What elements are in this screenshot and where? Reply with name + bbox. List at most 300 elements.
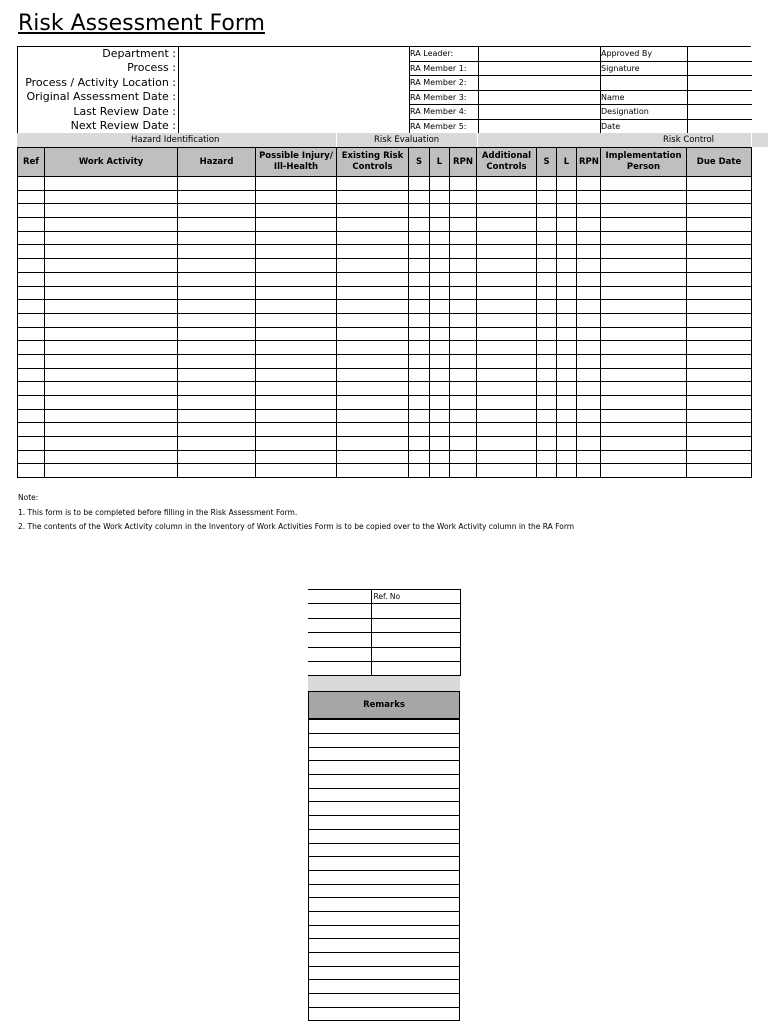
table-cell[interactable] (18, 327, 45, 341)
table-cell[interactable] (687, 286, 752, 300)
table-cell[interactable] (178, 204, 256, 218)
table-cell[interactable] (45, 218, 178, 232)
table-cell[interactable] (45, 396, 178, 410)
table-cell[interactable] (687, 382, 752, 396)
table-cell[interactable] (45, 204, 178, 218)
table-cell[interactable] (450, 300, 477, 314)
table-cell[interactable] (18, 300, 45, 314)
table-cell[interactable] (409, 382, 430, 396)
table-cell[interactable] (557, 327, 577, 341)
table-cell[interactable] (477, 354, 537, 368)
table-cell[interactable] (450, 204, 477, 218)
table-cell[interactable] (450, 423, 477, 437)
table-cell[interactable] (601, 341, 687, 355)
table-cell[interactable] (18, 177, 45, 191)
table-cell[interactable] (18, 313, 45, 327)
table-cell[interactable] (601, 382, 687, 396)
table-cell[interactable] (601, 190, 687, 204)
table-cell[interactable] (178, 190, 256, 204)
remarks-cell[interactable] (309, 939, 460, 953)
table-cell[interactable] (601, 437, 687, 451)
table-cell[interactable] (557, 286, 577, 300)
table-cell[interactable] (537, 313, 557, 327)
table-cell[interactable] (537, 177, 557, 191)
table-cell[interactable] (537, 272, 557, 286)
table-cell[interactable] (601, 450, 687, 464)
table-cell[interactable] (18, 245, 45, 259)
table-cell[interactable] (337, 313, 409, 327)
table-cell[interactable] (687, 190, 752, 204)
table-cell[interactable] (557, 218, 577, 232)
table-cell[interactable] (409, 300, 430, 314)
table-cell[interactable] (18, 259, 45, 273)
table-cell[interactable] (450, 409, 477, 423)
table-cell[interactable] (18, 450, 45, 464)
table-cell[interactable] (477, 190, 537, 204)
table-cell[interactable] (430, 313, 450, 327)
table-cell[interactable] (477, 245, 537, 259)
table-cell[interactable] (601, 354, 687, 368)
table-cell[interactable] (537, 327, 557, 341)
table-cell[interactable] (256, 218, 337, 232)
table-cell[interactable] (477, 437, 537, 451)
table-cell[interactable] (450, 396, 477, 410)
table-cell[interactable] (687, 272, 752, 286)
table-cell[interactable] (409, 286, 430, 300)
table-cell[interactable] (601, 464, 687, 478)
remarks-cell[interactable] (309, 761, 460, 775)
table-cell[interactable] (178, 423, 256, 437)
table-cell[interactable] (18, 368, 45, 382)
table-cell[interactable] (477, 272, 537, 286)
table-cell[interactable] (337, 245, 409, 259)
table-cell[interactable] (687, 245, 752, 259)
table-cell[interactable] (18, 423, 45, 437)
table-cell[interactable] (409, 437, 430, 451)
table-cell[interactable] (18, 437, 45, 451)
table-cell[interactable] (178, 437, 256, 451)
table-cell[interactable] (178, 382, 256, 396)
table-cell[interactable] (256, 423, 337, 437)
table-cell[interactable] (337, 341, 409, 355)
table-cell[interactable] (687, 259, 752, 273)
table-cell[interactable] (577, 245, 601, 259)
table-cell[interactable] (430, 341, 450, 355)
table-cell[interactable] (178, 218, 256, 232)
table-cell[interactable] (256, 177, 337, 191)
table-cell[interactable] (256, 341, 337, 355)
table-cell[interactable] (430, 354, 450, 368)
remarks-cell[interactable] (309, 802, 460, 816)
table-cell[interactable] (45, 177, 178, 191)
table-cell[interactable] (256, 313, 337, 327)
table-cell[interactable] (45, 286, 178, 300)
table-cell[interactable] (45, 368, 178, 382)
table-cell[interactable] (450, 464, 477, 478)
table-cell[interactable] (557, 450, 577, 464)
table-cell[interactable] (687, 437, 752, 451)
table-cell[interactable] (337, 368, 409, 382)
table-cell[interactable] (477, 286, 537, 300)
table-cell[interactable] (256, 204, 337, 218)
table-cell[interactable] (256, 464, 337, 478)
table-cell[interactable] (178, 245, 256, 259)
table-cell[interactable] (450, 218, 477, 232)
table-cell[interactable] (557, 272, 577, 286)
table-cell[interactable] (450, 177, 477, 191)
table-cell[interactable] (337, 327, 409, 341)
table-cell[interactable] (430, 423, 450, 437)
table-cell[interactable] (337, 204, 409, 218)
table-cell[interactable] (430, 450, 450, 464)
table-cell[interactable] (409, 231, 430, 245)
table-cell[interactable] (687, 354, 752, 368)
table-cell[interactable] (450, 341, 477, 355)
table-cell[interactable] (337, 231, 409, 245)
table-cell[interactable] (337, 423, 409, 437)
table-cell[interactable] (477, 368, 537, 382)
table-cell[interactable] (256, 272, 337, 286)
remarks-cell[interactable] (309, 843, 460, 857)
table-cell[interactable] (430, 177, 450, 191)
table-cell[interactable] (577, 327, 601, 341)
table-cell[interactable] (256, 382, 337, 396)
table-cell[interactable] (256, 396, 337, 410)
remarks-cell[interactable] (309, 816, 460, 830)
table-cell[interactable] (577, 204, 601, 218)
table-cell[interactable] (557, 313, 577, 327)
table-cell[interactable] (178, 177, 256, 191)
table-cell[interactable] (256, 245, 337, 259)
table-cell[interactable] (337, 450, 409, 464)
table-cell[interactable] (477, 300, 537, 314)
table-cell[interactable] (577, 177, 601, 191)
remarks-cell[interactable] (309, 953, 460, 967)
table-cell[interactable] (687, 177, 752, 191)
table-cell[interactable] (178, 354, 256, 368)
table-cell[interactable] (577, 190, 601, 204)
table-cell[interactable] (687, 396, 752, 410)
table-cell[interactable] (577, 218, 601, 232)
table-cell[interactable] (45, 382, 178, 396)
remarks-cell[interactable] (309, 898, 460, 912)
table-cell[interactable] (477, 177, 537, 191)
table-cell[interactable] (537, 396, 557, 410)
table-cell[interactable] (337, 396, 409, 410)
table-cell[interactable] (409, 245, 430, 259)
table-cell[interactable] (178, 450, 256, 464)
table-cell[interactable] (577, 286, 601, 300)
table-cell[interactable] (537, 368, 557, 382)
table-cell[interactable] (409, 341, 430, 355)
table-cell[interactable] (409, 450, 430, 464)
table-cell[interactable] (256, 368, 337, 382)
table-cell[interactable] (18, 409, 45, 423)
table-cell[interactable] (577, 231, 601, 245)
table-cell[interactable] (45, 409, 178, 423)
table-cell[interactable] (450, 327, 477, 341)
remarks-cell[interactable] (309, 720, 460, 734)
table-cell[interactable] (430, 368, 450, 382)
table-cell[interactable] (430, 259, 450, 273)
table-cell[interactable] (477, 313, 537, 327)
table-cell[interactable] (18, 354, 45, 368)
table-cell[interactable] (601, 259, 687, 273)
table-cell[interactable] (601, 245, 687, 259)
table-cell[interactable] (557, 204, 577, 218)
table-cell[interactable] (430, 300, 450, 314)
table-cell[interactable] (256, 259, 337, 273)
table-cell[interactable] (256, 300, 337, 314)
table-cell[interactable] (450, 259, 477, 273)
table-cell[interactable] (409, 464, 430, 478)
table-cell[interactable] (687, 450, 752, 464)
table-cell[interactable] (601, 368, 687, 382)
table-cell[interactable] (450, 450, 477, 464)
table-cell[interactable] (409, 327, 430, 341)
table-cell[interactable] (687, 327, 752, 341)
table-cell[interactable] (409, 423, 430, 437)
table-cell[interactable] (430, 204, 450, 218)
table-cell[interactable] (557, 409, 577, 423)
table-cell[interactable] (337, 300, 409, 314)
table-cell[interactable] (537, 464, 557, 478)
table-cell[interactable] (450, 245, 477, 259)
table-cell[interactable] (18, 204, 45, 218)
table-cell[interactable] (601, 423, 687, 437)
table-cell[interactable] (477, 341, 537, 355)
table-cell[interactable] (45, 259, 178, 273)
table-cell[interactable] (430, 245, 450, 259)
remarks-cell[interactable] (309, 911, 460, 925)
remarks-cell[interactable] (309, 857, 460, 871)
table-cell[interactable] (687, 300, 752, 314)
remarks-cell[interactable] (309, 925, 460, 939)
table-cell[interactable] (409, 177, 430, 191)
table-cell[interactable] (557, 259, 577, 273)
table-cell[interactable] (450, 437, 477, 451)
remarks-cell[interactable] (309, 747, 460, 761)
table-cell[interactable] (577, 341, 601, 355)
table-cell[interactable] (477, 464, 537, 478)
table-cell[interactable] (450, 368, 477, 382)
remarks-cell[interactable] (309, 980, 460, 994)
remarks-cell[interactable] (309, 994, 460, 1008)
table-cell[interactable] (477, 450, 537, 464)
table-cell[interactable] (601, 409, 687, 423)
table-cell[interactable] (601, 286, 687, 300)
table-cell[interactable] (409, 218, 430, 232)
remarks-cell[interactable] (309, 884, 460, 898)
table-cell[interactable] (577, 423, 601, 437)
table-cell[interactable] (687, 218, 752, 232)
table-cell[interactable] (430, 396, 450, 410)
table-cell[interactable] (450, 272, 477, 286)
table-cell[interactable] (577, 272, 601, 286)
table-cell[interactable] (18, 272, 45, 286)
table-cell[interactable] (337, 354, 409, 368)
table-cell[interactable] (557, 177, 577, 191)
table-cell[interactable] (178, 313, 256, 327)
table-cell[interactable] (601, 313, 687, 327)
table-cell[interactable] (337, 437, 409, 451)
table-cell[interactable] (477, 231, 537, 245)
table-cell[interactable] (430, 218, 450, 232)
table-cell[interactable] (337, 218, 409, 232)
table-cell[interactable] (537, 259, 557, 273)
table-cell[interactable] (178, 341, 256, 355)
table-cell[interactable] (577, 396, 601, 410)
table-cell[interactable] (557, 341, 577, 355)
table-cell[interactable] (601, 272, 687, 286)
table-cell[interactable] (337, 190, 409, 204)
remarks-cell[interactable] (309, 966, 460, 980)
table-cell[interactable] (577, 354, 601, 368)
table-cell[interactable] (430, 464, 450, 478)
table-cell[interactable] (256, 190, 337, 204)
table-cell[interactable] (256, 327, 337, 341)
table-cell[interactable] (409, 368, 430, 382)
table-cell[interactable] (537, 231, 557, 245)
table-cell[interactable] (687, 464, 752, 478)
table-cell[interactable] (557, 382, 577, 396)
table-cell[interactable] (337, 286, 409, 300)
table-cell[interactable] (577, 409, 601, 423)
table-cell[interactable] (430, 409, 450, 423)
table-cell[interactable] (18, 341, 45, 355)
table-cell[interactable] (477, 327, 537, 341)
table-cell[interactable] (557, 368, 577, 382)
table-cell[interactable] (256, 286, 337, 300)
table-cell[interactable] (601, 327, 687, 341)
table-cell[interactable] (45, 354, 178, 368)
table-cell[interactable] (430, 327, 450, 341)
table-cell[interactable] (557, 190, 577, 204)
table-cell[interactable] (178, 409, 256, 423)
table-cell[interactable] (256, 437, 337, 451)
table-cell[interactable] (337, 272, 409, 286)
table-cell[interactable] (178, 286, 256, 300)
table-cell[interactable] (409, 259, 430, 273)
remarks-cell[interactable] (309, 870, 460, 884)
table-cell[interactable] (18, 218, 45, 232)
table-cell[interactable] (256, 409, 337, 423)
table-cell[interactable] (537, 190, 557, 204)
table-cell[interactable] (409, 354, 430, 368)
table-cell[interactable] (450, 354, 477, 368)
table-cell[interactable] (577, 300, 601, 314)
table-cell[interactable] (537, 218, 557, 232)
table-cell[interactable] (178, 272, 256, 286)
table-cell[interactable] (178, 464, 256, 478)
table-cell[interactable] (45, 327, 178, 341)
table-cell[interactable] (409, 396, 430, 410)
table-cell[interactable] (178, 300, 256, 314)
table-cell[interactable] (256, 231, 337, 245)
table-cell[interactable] (45, 313, 178, 327)
table-cell[interactable] (430, 190, 450, 204)
table-cell[interactable] (450, 313, 477, 327)
table-cell[interactable] (430, 231, 450, 245)
table-cell[interactable] (477, 259, 537, 273)
table-cell[interactable] (687, 409, 752, 423)
table-cell[interactable] (430, 286, 450, 300)
table-cell[interactable] (45, 190, 178, 204)
table-cell[interactable] (45, 272, 178, 286)
table-cell[interactable] (409, 272, 430, 286)
table-cell[interactable] (450, 286, 477, 300)
remarks-cell[interactable] (309, 734, 460, 748)
table-cell[interactable] (18, 231, 45, 245)
table-cell[interactable] (45, 464, 178, 478)
table-cell[interactable] (687, 341, 752, 355)
table-cell[interactable] (601, 231, 687, 245)
table-cell[interactable] (601, 177, 687, 191)
table-cell[interactable] (45, 231, 178, 245)
table-cell[interactable] (409, 409, 430, 423)
table-cell[interactable] (337, 259, 409, 273)
table-cell[interactable] (601, 218, 687, 232)
table-cell[interactable] (557, 245, 577, 259)
table-cell[interactable] (601, 300, 687, 314)
table-cell[interactable] (557, 300, 577, 314)
table-cell[interactable] (577, 382, 601, 396)
table-cell[interactable] (537, 382, 557, 396)
table-cell[interactable] (577, 313, 601, 327)
table-cell[interactable] (178, 396, 256, 410)
table-cell[interactable] (477, 218, 537, 232)
table-cell[interactable] (687, 423, 752, 437)
table-cell[interactable] (537, 409, 557, 423)
table-cell[interactable] (537, 204, 557, 218)
table-cell[interactable] (430, 437, 450, 451)
remarks-cell[interactable] (309, 1007, 460, 1021)
table-cell[interactable] (178, 327, 256, 341)
table-cell[interactable] (256, 450, 337, 464)
remarks-cell[interactable] (309, 788, 460, 802)
table-cell[interactable] (687, 368, 752, 382)
table-cell[interactable] (557, 423, 577, 437)
table-cell[interactable] (430, 272, 450, 286)
table-cell[interactable] (577, 437, 601, 451)
table-cell[interactable] (537, 423, 557, 437)
table-cell[interactable] (178, 368, 256, 382)
table-cell[interactable] (18, 464, 45, 478)
table-cell[interactable] (477, 409, 537, 423)
remarks-cell[interactable] (309, 829, 460, 843)
table-cell[interactable] (409, 190, 430, 204)
table-cell[interactable] (450, 231, 477, 245)
table-cell[interactable] (537, 450, 557, 464)
table-cell[interactable] (557, 437, 577, 451)
table-cell[interactable] (577, 368, 601, 382)
table-cell[interactable] (537, 341, 557, 355)
table-cell[interactable] (601, 204, 687, 218)
table-cell[interactable] (601, 396, 687, 410)
table-cell[interactable] (409, 313, 430, 327)
table-cell[interactable] (537, 437, 557, 451)
table-cell[interactable] (337, 409, 409, 423)
table-cell[interactable] (45, 450, 178, 464)
table-cell[interactable] (18, 396, 45, 410)
table-cell[interactable] (256, 354, 337, 368)
table-cell[interactable] (537, 245, 557, 259)
table-cell[interactable] (557, 354, 577, 368)
table-cell[interactable] (430, 382, 450, 396)
table-cell[interactable] (450, 382, 477, 396)
table-cell[interactable] (477, 423, 537, 437)
table-cell[interactable] (537, 300, 557, 314)
